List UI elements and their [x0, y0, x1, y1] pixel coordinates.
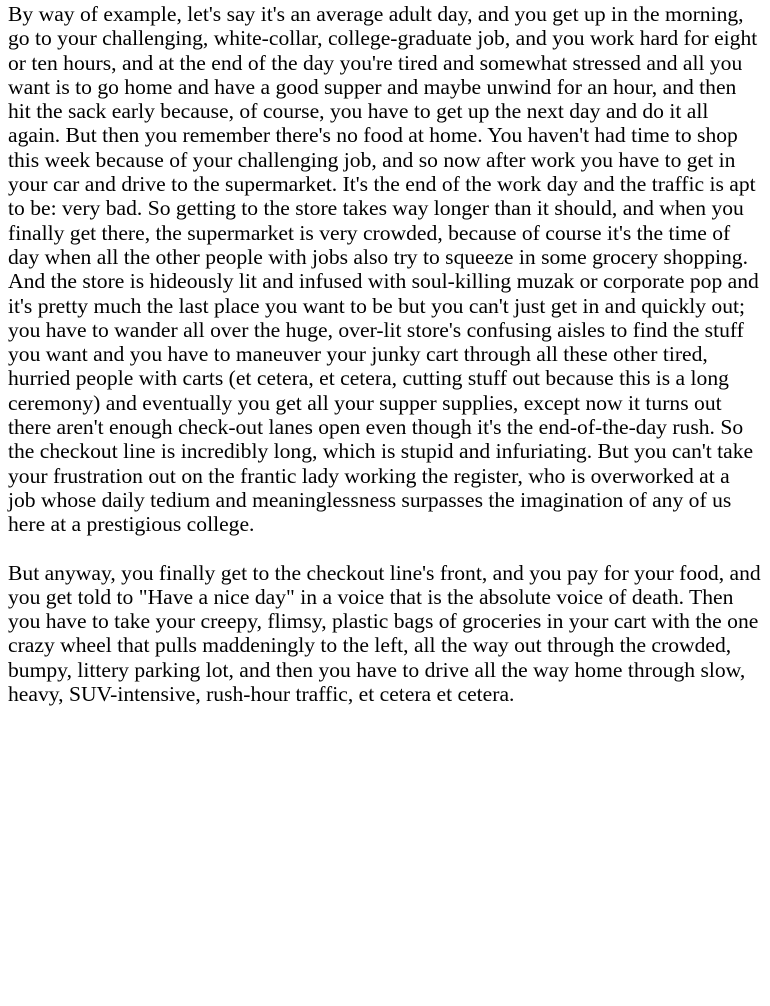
paragraph-1: By way of example, let's say it's an average adult day, and you get up in the morning, go to your challenging, white-collar, college-graduate job, and you work hard for eight or ten hours, and at the end of the day you're tired and somewhat stressed and all you want is to go home and have a good supper and maybe unwind for an hour, and then hit the sack early because, of course, you have to get up the next day and do it all again. But then you remember there's no food at home. You haven't had time to shop this week because of your challenging job, and so now after work you have to get in your car and drive to the supermarket. It's the end of the work day and the traffic is apt to be: very bad. So getting to the store takes way longer than it should, and when you finally get there, the supermarket is very crowded, because of course it's the time of day when all the other people with jobs also try to squeeze in some grocery shopping. And the store is hideously lit and infused with soul-killing muzak or corporate pop and it's pretty much the last place you want to be but you can't just get in and quickly out; you have to wander all over the huge, over-lit store's confusing aisles to find the stuff you want and you have to maneuver your junky cart through all these other tired, hurried people with carts (et cetera, et cetera, cutting stuff out because this is a long ceremony) and eventually you get all your supper supplies, except now it turns out there aren't enough check-out lanes open even though it's the end-of-the-day rush. So the checkout line is incredibly long, which is stupid and infuriating. But you can't take your frustration out on the frantic lady working the register, who is overworked at a job whose daily tedium and meaninglessness surpasses the imagination of any of us here at a prestigious college.: [8, 2, 759, 537]
paragraph-2: But anyway, you finally get to the checkout line's front, and you pay for your food, and you get told to "Have a nice day" in a voice that is the absolute voice of death. Then you have to take your creepy, flimsy, plastic bags of groceries in your cart with the one crazy wheel that pulls maddeningly to the left, all the way out through the crowded, bumpy, littery parking lot, and then you have to drive all the way home through slow, heavy, SUV-intensive, rush-hour traffic, et cetera et cetera.: [8, 560, 761, 707]
